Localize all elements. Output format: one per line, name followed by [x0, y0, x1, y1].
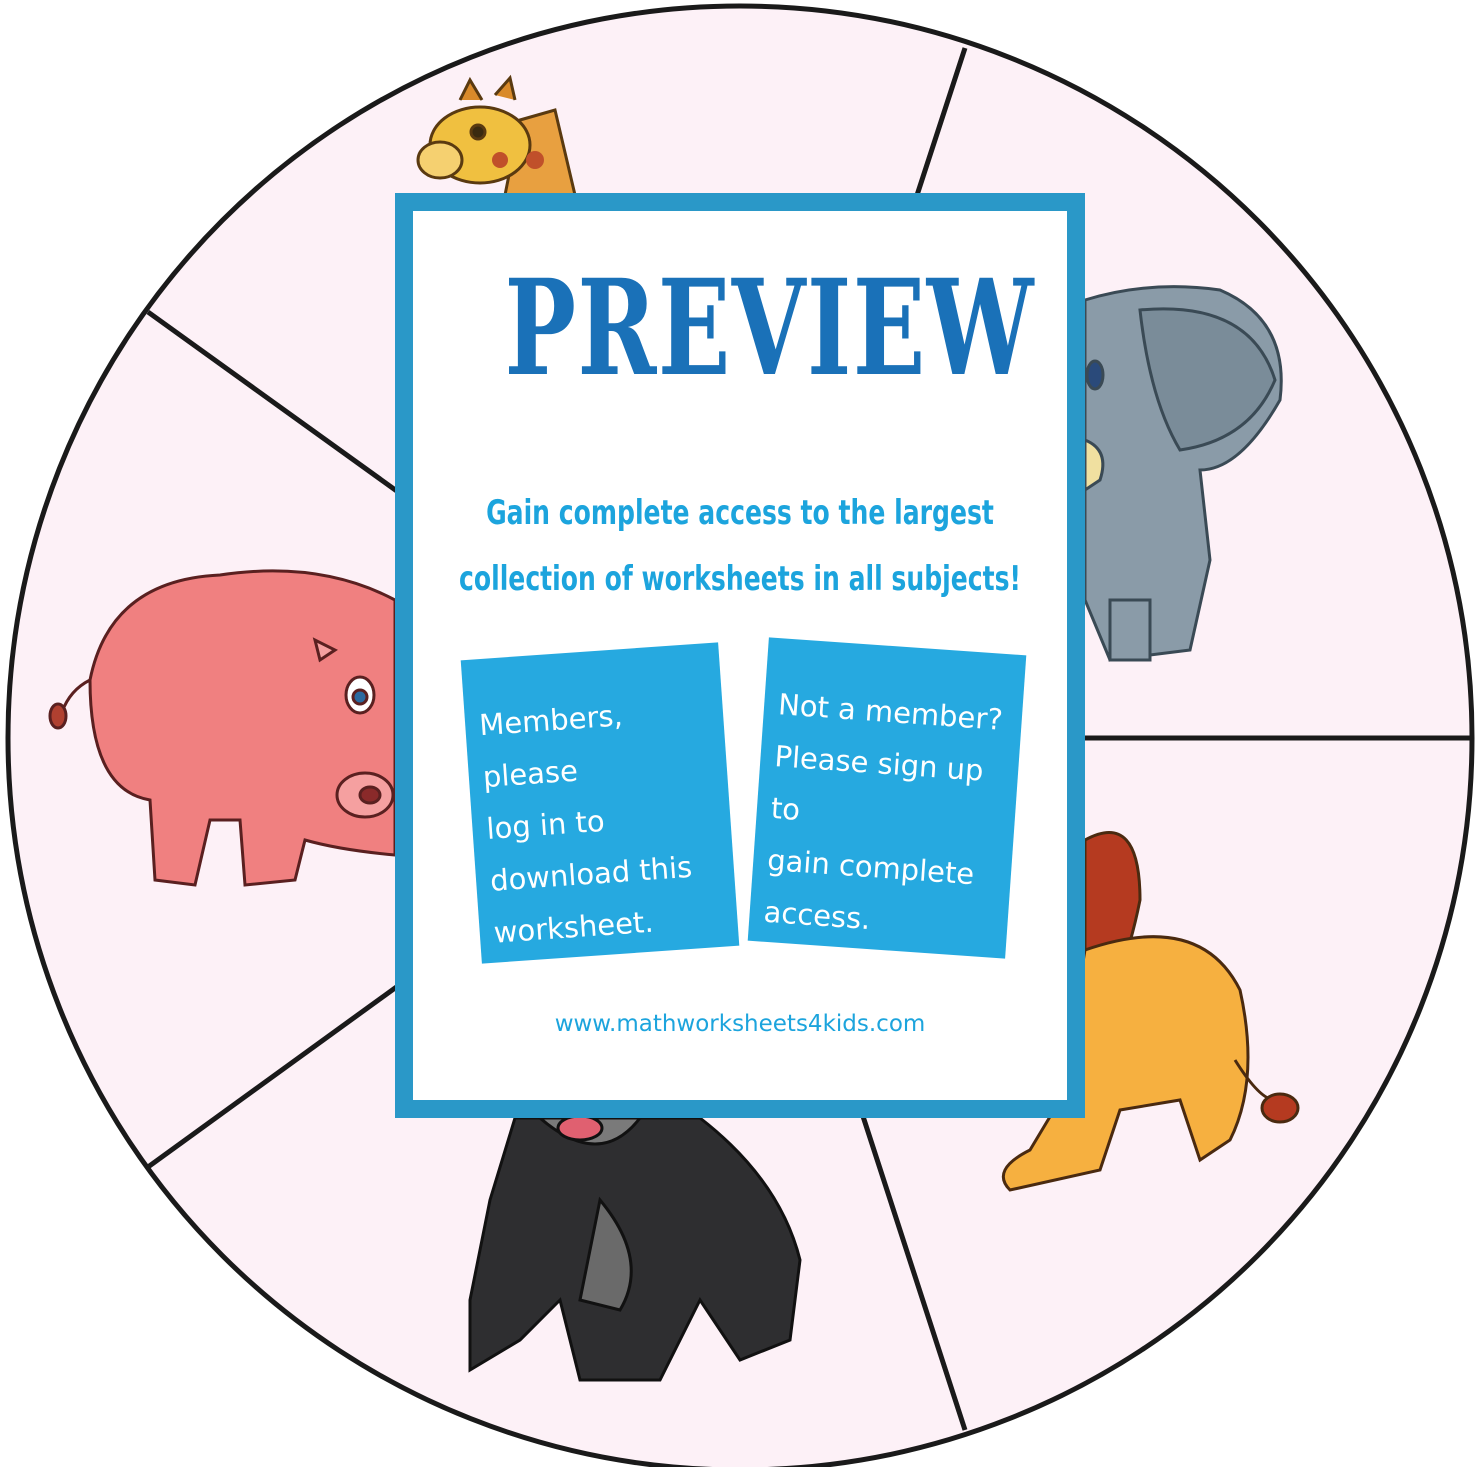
signup-card[interactable]: Not a member? Please sign up to gain complete access.	[748, 637, 1027, 958]
tagline-line-2: collection of worksheets in all subjects!	[459, 559, 1021, 599]
preview-card-inner	[413, 211, 1067, 1100]
preview-card	[395, 193, 1085, 1118]
preview-title: PREVIEW	[504, 251, 1035, 406]
tagline-line-1: Gain complete access to the largest	[486, 493, 994, 533]
site-url-link[interactable]: www.mathworksheets4kids.com	[554, 1011, 926, 1037]
member-login-card[interactable]: Members, please log in to download this worksheet.	[461, 642, 740, 963]
